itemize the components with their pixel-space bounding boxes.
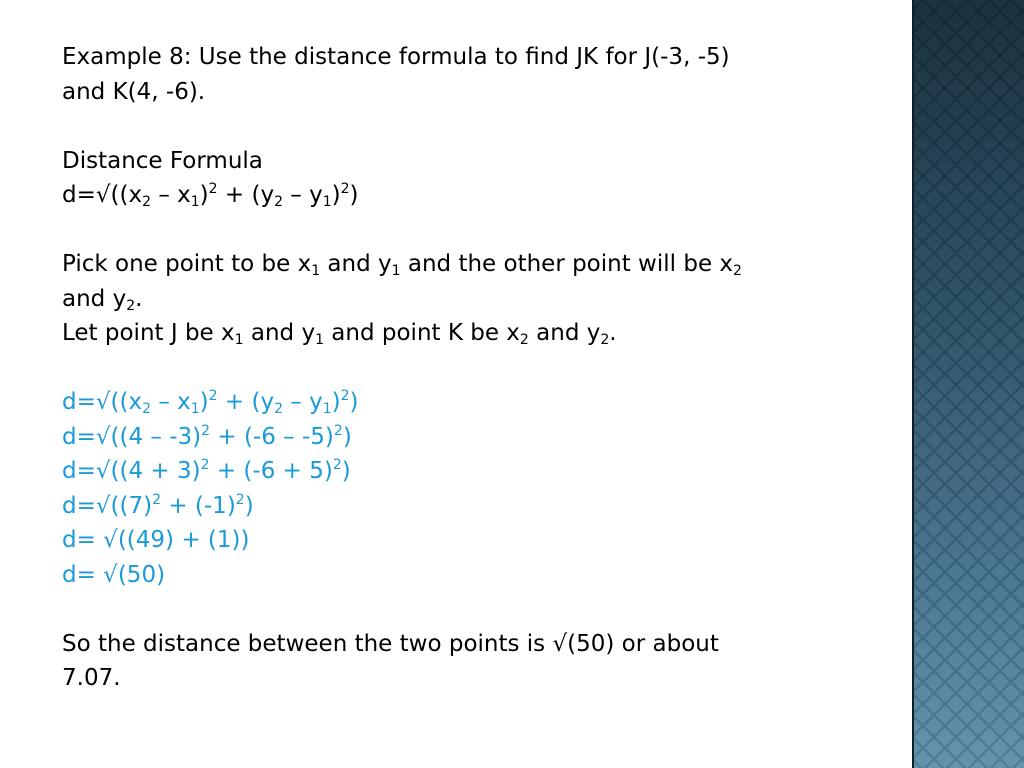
step-part: d=√((7) (62, 492, 153, 519)
subscript: 1 (322, 194, 332, 210)
formula-part: – x (151, 182, 191, 208)
sidebar-divider (912, 0, 914, 768)
decorative-sidebar (912, 0, 1024, 768)
text-part: and the other point will be x (400, 251, 734, 277)
superscript: 2 (333, 422, 343, 439)
superscript: 2 (235, 491, 245, 508)
step-part: ) (342, 423, 352, 450)
subscript: 2 (274, 194, 283, 210)
step-4-differences (62, 489, 872, 524)
formula-part: ) (331, 182, 341, 208)
step-5-squares: d= √((49) + (1)) (62, 527, 250, 553)
superscript: 2 (208, 388, 218, 404)
step-part: ) (341, 458, 351, 484)
step-1-formula (62, 385, 872, 420)
let-point-line (62, 316, 872, 351)
formula-part: – y (282, 389, 323, 415)
subscript: 1 (190, 401, 200, 417)
formula-part: + (y (217, 389, 275, 415)
step-part: d=√((4 – -3) (62, 423, 202, 450)
subscript: 2 (600, 332, 610, 348)
formula-part: ) (331, 389, 341, 415)
spacer (62, 592, 872, 627)
diamond-pattern (912, 0, 1024, 768)
spacer (62, 351, 872, 386)
text-part: and y (320, 251, 392, 277)
formula-part: ) (199, 182, 209, 208)
step-part: + (-1) (161, 492, 236, 519)
step-part: d=√((4 + 3) (62, 458, 201, 484)
text-part: Let point J be x (62, 320, 235, 346)
formula-part: ) (199, 389, 209, 415)
subscript: 1 (315, 332, 324, 348)
superscript: 2 (201, 422, 211, 439)
superscript: 2 (152, 491, 162, 508)
text-part: and y (528, 320, 601, 346)
formula-part: + (y (217, 182, 275, 208)
distance-formula (62, 178, 872, 213)
subscript: 2 (142, 401, 152, 417)
step-3-simplify-signs (62, 454, 872, 489)
text-part: . (609, 320, 617, 346)
conclusion-line-2: 7.07. (62, 665, 121, 691)
step-part: + (-6 – -5) (210, 423, 334, 450)
formula-part: ) (349, 182, 359, 208)
step-2-substitute (62, 420, 872, 455)
subscript: 1 (190, 194, 200, 210)
spacer (62, 213, 872, 248)
example-title-line-2: and K(4, -6). (62, 78, 206, 105)
text-part: Pick one point to be x (62, 251, 312, 277)
formula-part: d=√((x (62, 389, 143, 415)
text-part: and point K be x (323, 320, 520, 346)
text-part: and y (62, 285, 127, 312)
superscript: 2 (332, 457, 342, 473)
example-title-line-1: Example 8: Use the distance formula to find JK for J(-3, -5) (62, 44, 730, 70)
superscript: 2 (340, 181, 350, 197)
subscript: 1 (391, 263, 401, 279)
step-part: + (-6 + 5) (209, 458, 333, 484)
subscript: 1 (322, 401, 332, 417)
subscript: 2 (733, 263, 742, 279)
superscript: 2 (340, 388, 350, 404)
formula-part: ) (349, 389, 359, 415)
text-part: and y (243, 320, 316, 346)
slide-content (62, 40, 872, 696)
formula-part: d=√((x (62, 182, 143, 208)
subscript: 1 (311, 263, 321, 279)
formula-part: – y (282, 182, 323, 208)
step-6-result: d= √(50) (62, 561, 166, 588)
subscript: 2 (274, 401, 283, 417)
conclusion-line-1: So the distance between the two points is √(50) or about (62, 630, 719, 657)
pick-point-line-2 (62, 282, 872, 317)
pick-point-line-1 (62, 247, 872, 282)
step-part: ) (244, 492, 254, 519)
subscript: 2 (142, 194, 152, 210)
text-part: . (135, 285, 143, 312)
superscript: 2 (200, 457, 210, 473)
superscript: 2 (208, 181, 218, 197)
formula-part: – x (151, 389, 191, 415)
subscript: 2 (519, 332, 529, 348)
spacer (62, 109, 872, 144)
subscript: 1 (234, 332, 244, 348)
subscript: 2 (126, 297, 136, 314)
distance-formula-heading: Distance Formula (62, 147, 263, 174)
